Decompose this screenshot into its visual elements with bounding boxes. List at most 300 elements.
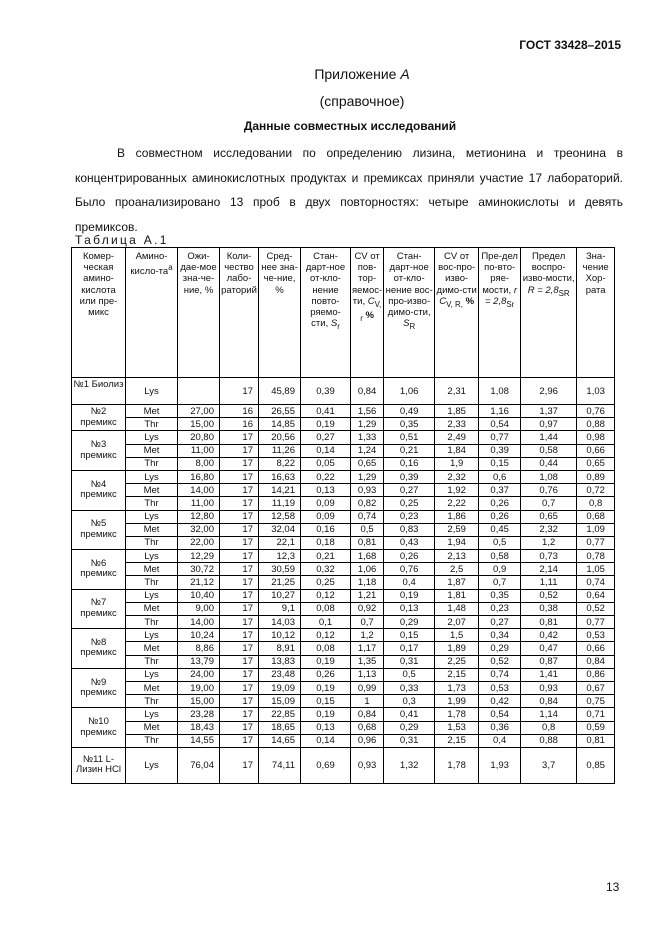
cell-repeat-limit: 0,74 <box>479 668 521 681</box>
cell-amino-acid: Lys <box>126 431 178 444</box>
table-row <box>72 418 615 431</box>
cell-expected: 10,40 <box>178 589 220 602</box>
product-name: №11 L-Лизин HCl <box>72 747 126 783</box>
header-expected: Ожи-дае-мое зна-че-ние, % <box>178 248 220 378</box>
cell-amino-acid: Met <box>126 523 178 536</box>
cell-expected: 12,29 <box>178 550 220 563</box>
cell-cvr: 1,35 <box>351 655 384 668</box>
cell-repro-limit: 3,7 <box>521 747 577 783</box>
cell-cvR: 1,92 <box>435 484 479 497</box>
cell-mean: 45,89 <box>259 378 301 405</box>
intro-first-line: В совместном исследовании по определению лизина, метионина и треонина в <box>117 146 623 160</box>
cell-labs: 17 <box>220 602 259 615</box>
cell-cvr: 1,24 <box>351 444 384 457</box>
cell-cvr: 0,92 <box>351 602 384 615</box>
cell-horrat: 0,53 <box>577 629 615 642</box>
cell-cvr: 0,81 <box>351 536 384 549</box>
cell-amino-acid: Thr <box>126 418 178 431</box>
cell-sR: 0,41 <box>384 708 435 721</box>
cell-cvR: 1,73 <box>435 681 479 694</box>
table-row <box>72 721 615 734</box>
cell-repeat-limit: 0,27 <box>479 616 521 629</box>
cell-cvr: 0,84 <box>351 378 384 405</box>
cell-sR: 1,06 <box>384 378 435 405</box>
header-amino-acid: Амино-$кисло-та^a$ <box>126 248 178 378</box>
header-product: Комер-ческая амино-кислота или пре-микс <box>72 248 126 378</box>
cell-amino-acid: Lys <box>126 470 178 483</box>
cell-labs: 17 <box>220 444 259 457</box>
cell-sr: 0,14 <box>301 444 351 457</box>
cell-repro-limit: 1,11 <box>521 576 577 589</box>
cell-sr: 0,19 <box>301 708 351 721</box>
cell-labs: 17 <box>220 695 259 708</box>
cell-expected: 18,43 <box>178 721 220 734</box>
intro-paragraph <box>75 141 623 239</box>
cell-amino-acid: Lys <box>126 747 178 783</box>
cell-cvR: 2,13 <box>435 550 479 563</box>
cell-cvr: 1,33 <box>351 431 384 444</box>
table-row <box>72 444 615 457</box>
cell-repeat-limit: 0,53 <box>479 681 521 694</box>
cell-amino-acid: Met <box>126 563 178 576</box>
cell-sr: 0,27 <box>301 431 351 444</box>
cell-labs: 17 <box>220 510 259 523</box>
cell-horrat: 0,52 <box>577 602 615 615</box>
table-row <box>72 695 615 708</box>
cell-amino-acid: Thr <box>126 616 178 629</box>
cell-repeat-limit: 0,29 <box>479 642 521 655</box>
cell-expected: 14,55 <box>178 734 220 747</box>
cell-horrat: 0,66 <box>577 444 615 457</box>
product-name: №9 премикс <box>72 668 126 708</box>
product-name: №6 премикс <box>72 550 126 590</box>
table-row <box>72 616 615 629</box>
table-row <box>72 708 615 721</box>
cell-cvR: 2,22 <box>435 497 479 510</box>
cell-horrat: 0,98 <box>577 431 615 444</box>
cell-repro-limit: 0,38 <box>521 602 577 615</box>
cell-labs: 16 <box>220 405 259 418</box>
cell-repeat-limit: 0,26 <box>479 497 521 510</box>
cell-horrat: 0,75 <box>577 695 615 708</box>
cell-sr: 0,09 <box>301 510 351 523</box>
cell-horrat: 0,78 <box>577 550 615 563</box>
cell-repeat-limit: 0,9 <box>479 563 521 576</box>
cell-sR: 0,33 <box>384 681 435 694</box>
cell-cvr: 0,74 <box>351 510 384 523</box>
cell-expected: 14,00 <box>178 616 220 629</box>
cell-repro-limit: 0,8 <box>521 721 577 734</box>
cell-mean: 22,1 <box>259 536 301 549</box>
table-row <box>72 734 615 747</box>
cell-expected: 76,04 <box>178 747 220 783</box>
cell-labs: 17 <box>220 378 259 405</box>
cell-cvr: 0,68 <box>351 721 384 734</box>
cell-labs: 17 <box>220 589 259 602</box>
cell-cvr: 1,13 <box>351 668 384 681</box>
cell-repro-limit: 2,32 <box>521 523 577 536</box>
cell-horrat: 1,09 <box>577 523 615 536</box>
cell-cvR: 2,32 <box>435 470 479 483</box>
cell-labs: 17 <box>220 655 259 668</box>
cell-amino-acid: Met <box>126 444 178 457</box>
product-name: №4 премикс <box>72 470 126 510</box>
cell-repro-limit: 0,58 <box>521 444 577 457</box>
table-row <box>72 747 615 783</box>
cell-sR: 0,25 <box>384 497 435 510</box>
product-name: №2 премикс <box>72 405 126 431</box>
cell-cvR: 1,48 <box>435 602 479 615</box>
cell-expected: 13,79 <box>178 655 220 668</box>
cell-repro-limit: 0,52 <box>521 589 577 602</box>
cell-sR: 0,13 <box>384 602 435 615</box>
cell-horrat: 0,88 <box>577 418 615 431</box>
cell-sr: 0,19 <box>301 418 351 431</box>
cell-sr: 0,14 <box>301 734 351 747</box>
cell-mean: 10,27 <box>259 589 301 602</box>
cell-mean: 18,65 <box>259 721 301 734</box>
cell-sr: 0,08 <box>301 602 351 615</box>
cell-repeat-limit: 0,35 <box>479 589 521 602</box>
cell-horrat: 0,81 <box>577 734 615 747</box>
cell-expected: 15,00 <box>178 418 220 431</box>
cell-expected: 11,00 <box>178 497 220 510</box>
cell-amino-acid: Lys <box>126 510 178 523</box>
appendix-title <box>0 66 661 82</box>
cell-repro-limit: 0,44 <box>521 457 577 470</box>
cell-horrat: 0,66 <box>577 642 615 655</box>
table-row <box>72 668 615 681</box>
cell-sR: 0,31 <box>384 655 435 668</box>
cell-labs: 17 <box>220 536 259 549</box>
cell-sr: 0,26 <box>301 668 351 681</box>
cell-repro-limit: 0,76 <box>521 484 577 497</box>
cell-labs: 17 <box>220 616 259 629</box>
header-sr: Стан-дарт-ное от-кло-нение повто-ряемо-сти, $S_r$ <box>301 248 351 378</box>
cell-cvr: 1,06 <box>351 563 384 576</box>
cell-mean: 16,63 <box>259 470 301 483</box>
cell-mean: 26,55 <box>259 405 301 418</box>
cell-labs: 17 <box>220 563 259 576</box>
cell-sR: 0,49 <box>384 405 435 418</box>
table-row <box>72 470 615 483</box>
cell-cvr: 1,2 <box>351 629 384 642</box>
cell-cvr: 0,84 <box>351 708 384 721</box>
cell-expected: 14,00 <box>178 484 220 497</box>
cell-cvR: 2,07 <box>435 616 479 629</box>
cell-cvR: 1,86 <box>435 510 479 523</box>
cell-labs: 17 <box>220 668 259 681</box>
cell-horrat: 0,77 <box>577 616 615 629</box>
cell-amino-acid: Met <box>126 602 178 615</box>
cell-labs: 17 <box>220 484 259 497</box>
cell-cvr: 0,96 <box>351 734 384 747</box>
cell-amino-acid: Lys <box>126 378 178 405</box>
cell-sr: 0,41 <box>301 405 351 418</box>
cell-repro-limit: 0,81 <box>521 616 577 629</box>
cell-sR: 1,32 <box>384 747 435 783</box>
cell-sr: 0,16 <box>301 523 351 536</box>
cell-amino-acid: Met <box>126 405 178 418</box>
cell-expected: 21,12 <box>178 576 220 589</box>
cell-labs: 17 <box>220 576 259 589</box>
cell-amino-acid: Thr <box>126 457 178 470</box>
header-labs: Коли-чество лабо-раторий <box>220 248 259 378</box>
cell-labs: 16 <box>220 418 259 431</box>
cell-labs: 17 <box>220 721 259 734</box>
cell-sR: 0,23 <box>384 510 435 523</box>
cell-sr: 0,32 <box>301 563 351 576</box>
cell-cvr: 0,5 <box>351 523 384 536</box>
cell-horrat: 0,65 <box>577 457 615 470</box>
table-row <box>72 405 615 418</box>
cell-expected: 19,00 <box>178 681 220 694</box>
appendix-title-prefix: Приложение <box>314 66 397 82</box>
cell-labs: 17 <box>220 681 259 694</box>
cell-mean: 21,25 <box>259 576 301 589</box>
cell-amino-acid: Lys <box>126 589 178 602</box>
header-mean: Сред-нее зна-че-ние, % <box>259 248 301 378</box>
cell-cvr: 1,68 <box>351 550 384 563</box>
cell-mean: 14,21 <box>259 484 301 497</box>
cell-sR: 0,5 <box>384 668 435 681</box>
cell-cvr: 1,21 <box>351 589 384 602</box>
cell-mean: 8,22 <box>259 457 301 470</box>
cell-sr: 0,12 <box>301 629 351 642</box>
cell-cvr: 1,18 <box>351 576 384 589</box>
cell-sr: 0,05 <box>301 457 351 470</box>
cell-repro-limit: 1,41 <box>521 668 577 681</box>
table-row <box>72 378 615 405</box>
cell-cvR: 1,85 <box>435 405 479 418</box>
cell-mean: 12,58 <box>259 510 301 523</box>
cell-horrat: 0,68 <box>577 510 615 523</box>
cell-sr: 0,19 <box>301 655 351 668</box>
cell-mean: 23,48 <box>259 668 301 681</box>
cell-repeat-limit: 1,08 <box>479 378 521 405</box>
table-header-row <box>72 248 615 378</box>
table-row <box>72 523 615 536</box>
cell-sR: 0,17 <box>384 642 435 655</box>
page-number: 13 <box>606 880 620 894</box>
table-row <box>72 431 615 444</box>
cell-sR: 0,29 <box>384 616 435 629</box>
cell-amino-acid: Lys <box>126 550 178 563</box>
header-cvR: CV от вос-про-изво-димо-сти $C_{V, R,}$ % <box>435 248 479 378</box>
cell-expected: 16,80 <box>178 470 220 483</box>
cell-amino-acid: Lys <box>126 708 178 721</box>
cell-repro-limit: 2,14 <box>521 563 577 576</box>
cell-mean: 12,3 <box>259 550 301 563</box>
cell-labs: 17 <box>220 431 259 444</box>
cell-cvR: 1,81 <box>435 589 479 602</box>
cell-labs: 17 <box>220 629 259 642</box>
cell-repeat-limit: 0,36 <box>479 721 521 734</box>
cell-expected: 30,72 <box>178 563 220 576</box>
cell-sr: 0,21 <box>301 550 351 563</box>
table-row <box>72 629 615 642</box>
cell-sr: 0,08 <box>301 642 351 655</box>
cell-repeat-limit: 1,93 <box>479 747 521 783</box>
cell-cvr: 0,99 <box>351 681 384 694</box>
cell-expected: 8,00 <box>178 457 220 470</box>
cell-mean: 15,09 <box>259 695 301 708</box>
standard-number: ГОСТ 33428–2015 <box>519 38 621 52</box>
product-name: №10 премикс <box>72 708 126 748</box>
cell-repeat-limit: 0,6 <box>479 470 521 483</box>
cell-repeat-limit: 0,58 <box>479 550 521 563</box>
intro-rest: концентрированных аминокислотных продуктах и премиксах приняли участие 17 лабораторий. Было проанализировано 13 проб в двух повторностях: четыре аминокислоты и девять премиксов. <box>75 170 623 234</box>
cell-repeat-limit: 1,16 <box>479 405 521 418</box>
cell-expected: 22,00 <box>178 536 220 549</box>
cell-sr: 0,39 <box>301 378 351 405</box>
cell-cvR: 2,5 <box>435 563 479 576</box>
header-cvr: CV от пов-тор-яемос-ти, $C_{V, r}$ % <box>351 248 384 378</box>
cell-cvr: 0,65 <box>351 457 384 470</box>
product-name: №1 Биолиз <box>72 378 126 405</box>
cell-repeat-limit: 0,15 <box>479 457 521 470</box>
cell-sR: 0,21 <box>384 444 435 457</box>
cell-mean: 14,85 <box>259 418 301 431</box>
cell-sr: 0,13 <box>301 721 351 734</box>
cell-sR: 0,76 <box>384 563 435 576</box>
cell-cvR: 2,15 <box>435 668 479 681</box>
cell-expected: 20,80 <box>178 431 220 444</box>
cell-sR: 0,15 <box>384 629 435 642</box>
cell-expected: 12,80 <box>178 510 220 523</box>
cell-cvr: 1,29 <box>351 470 384 483</box>
table-row <box>72 655 615 668</box>
cell-labs: 17 <box>220 457 259 470</box>
cell-cvR: 1,89 <box>435 642 479 655</box>
cell-horrat: 0,76 <box>577 405 615 418</box>
cell-repeat-limit: 0,45 <box>479 523 521 536</box>
table-row <box>72 681 615 694</box>
cell-sr: 0,18 <box>301 536 351 549</box>
cell-sR: 0,26 <box>384 550 435 563</box>
cell-repeat-limit: 0,54 <box>479 708 521 721</box>
cell-amino-acid: Thr <box>126 576 178 589</box>
cell-horrat: 1,05 <box>577 563 615 576</box>
cell-repro-limit: 1,14 <box>521 708 577 721</box>
table-row <box>72 497 615 510</box>
cell-mean: 9,1 <box>259 602 301 615</box>
cell-mean: 32,04 <box>259 523 301 536</box>
table-row <box>72 642 615 655</box>
cell-cvR: 1,84 <box>435 444 479 457</box>
cell-amino-acid: Met <box>126 642 178 655</box>
cell-horrat: 1,03 <box>577 378 615 405</box>
cell-repro-limit: 0,93 <box>521 681 577 694</box>
cell-horrat: 0,84 <box>577 655 615 668</box>
table-row <box>72 589 615 602</box>
cell-cvR: 1,78 <box>435 708 479 721</box>
table-row <box>72 576 615 589</box>
cell-sR: 0,83 <box>384 523 435 536</box>
cell-repro-limit: 0,97 <box>521 418 577 431</box>
cell-sR: 0,16 <box>384 457 435 470</box>
cell-labs: 17 <box>220 470 259 483</box>
cell-sR: 0,4 <box>384 576 435 589</box>
cell-cvR: 1,94 <box>435 536 479 549</box>
cell-mean: 13,83 <box>259 655 301 668</box>
table-row <box>72 457 615 470</box>
cell-mean: 20,56 <box>259 431 301 444</box>
cell-mean: 11,19 <box>259 497 301 510</box>
product-name: №5 премикс <box>72 510 126 550</box>
cell-labs: 17 <box>220 734 259 747</box>
cell-horrat: 0,77 <box>577 536 615 549</box>
cell-expected: 15,00 <box>178 695 220 708</box>
table-row <box>72 510 615 523</box>
cell-cvR: 2,33 <box>435 418 479 431</box>
header-repeat-limit: Пре-дел по-вто-ряе-мости, $r = 2,8_{Sr}$ <box>479 248 521 378</box>
cell-repro-limit: 1,44 <box>521 431 577 444</box>
cell-sr: 0,1 <box>301 616 351 629</box>
cell-cvr: 0,93 <box>351 484 384 497</box>
cell-cvR: 1,5 <box>435 629 479 642</box>
cell-amino-acid: Lys <box>126 668 178 681</box>
cell-repeat-limit: 0,54 <box>479 418 521 431</box>
cell-repeat-limit: 0,4 <box>479 734 521 747</box>
cell-amino-acid: Met <box>126 721 178 734</box>
cell-amino-acid: Thr <box>126 695 178 708</box>
table-row <box>72 484 615 497</box>
cell-labs: 17 <box>220 550 259 563</box>
product-name: №8 премикс <box>72 629 126 669</box>
cell-repeat-limit: 0,52 <box>479 655 521 668</box>
section-heading: Данные совместных исследований <box>243 119 457 133</box>
cell-repro-limit: 0,84 <box>521 695 577 708</box>
cell-repeat-limit: 0,37 <box>479 484 521 497</box>
table-row <box>72 563 615 576</box>
cell-expected: 32,00 <box>178 523 220 536</box>
cell-cvR: 1,99 <box>435 695 479 708</box>
cell-cvR: 1,87 <box>435 576 479 589</box>
cell-amino-acid: Thr <box>126 536 178 549</box>
header-horrat: Зна-чение Хор-рата <box>577 248 615 378</box>
cell-cvr: 1,17 <box>351 642 384 655</box>
cell-cvR: 2,59 <box>435 523 479 536</box>
product-name: №7 премикс <box>72 589 126 629</box>
cell-horrat: 0,8 <box>577 497 615 510</box>
cell-repro-limit: 2,96 <box>521 378 577 405</box>
cell-amino-acid: Met <box>126 681 178 694</box>
cell-repeat-limit: 0,34 <box>479 629 521 642</box>
cell-horrat: 0,86 <box>577 668 615 681</box>
cell-mean: 19,09 <box>259 681 301 694</box>
cell-repro-limit: 0,87 <box>521 655 577 668</box>
cell-repro-limit: 0,47 <box>521 642 577 655</box>
table-row <box>72 550 615 563</box>
cell-horrat: 0,59 <box>577 721 615 734</box>
cell-cvR: 2,15 <box>435 734 479 747</box>
cell-mean: 30,59 <box>259 563 301 576</box>
cell-horrat: 0,89 <box>577 470 615 483</box>
cell-horrat: 0,64 <box>577 589 615 602</box>
data-table <box>71 247 615 784</box>
cell-sR: 0,3 <box>384 695 435 708</box>
cell-expected: 9,00 <box>178 602 220 615</box>
cell-cvR: 2,25 <box>435 655 479 668</box>
cell-mean: 14,03 <box>259 616 301 629</box>
cell-sr: 0,19 <box>301 681 351 694</box>
cell-labs: 17 <box>220 642 259 655</box>
cell-labs: 17 <box>220 747 259 783</box>
cell-expected: 24,00 <box>178 668 220 681</box>
cell-mean: 74,11 <box>259 747 301 783</box>
cell-cvr: 0,93 <box>351 747 384 783</box>
